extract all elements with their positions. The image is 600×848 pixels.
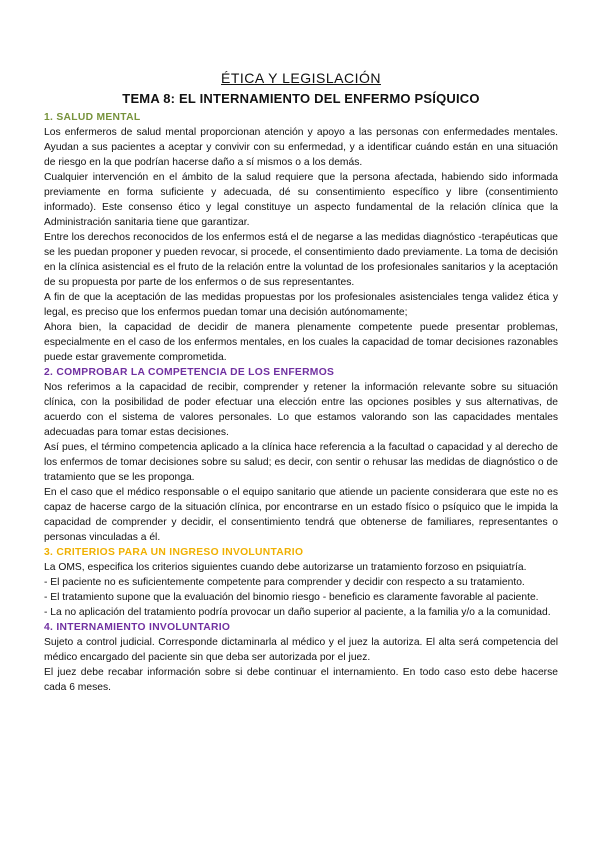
document-page xyxy=(44,70,558,695)
section-heading: 4. INTERNAMIENTO INVOLUNTARIO xyxy=(44,622,231,633)
paragraph: Así pues, el término competencia aplicado a la clínica hace referencia a la facultad o capacidad y al derecho de los enfermos de tomar decisiones sobre su salud; es decir, con sentir o rehusar las medidas de diagnóstico o de tratamiento que se les proponga. xyxy=(44,442,558,483)
section-internamiento xyxy=(44,620,558,695)
document-title: ÉTICA Y LEGISLACIÓN xyxy=(221,70,381,86)
section-heading: 2. COMPROBAR LA COMPETENCIA DE LOS ENFERMOS xyxy=(44,367,335,378)
section-competencia xyxy=(44,365,558,545)
paragraph: En el caso que el médico responsable o el equipo sanitario que atiende un paciente considerara que este no es capaz de hacerse cargo de la situación clínica, por encontrarse en un estado físico o psíquico que le impida la capacidad de comprender y decidir, el consentimiento tendrá que obtenerse de familiares, representantes o personas vinculadas a él. xyxy=(44,487,558,543)
section-heading: 3. CRITERIOS PARA UN INGRESO INVOLUNTARIO xyxy=(44,547,304,558)
paragraph: La OMS, especifica los criterios siguientes cuando debe autorizarse un tratamiento forzoso en psiquiatría. xyxy=(44,562,527,573)
paragraph: Los enfermeros de salud mental proporcionan atención y apoyo a las personas con enfermedades mentales. Ayudan a sus pacientes a aceptar y convivir con su enfermedad, y a identificar cuándo están en una situación de riesgo en la que podrían hacerse daño a sí mismos o a los demás. xyxy=(44,127,558,168)
paragraph: Cualquier intervención en el ámbito de la salud requiere que la persona afectada, habiendo sido informada previamente en forma suficiente y adecuada, dé su consentimiento específico y libre (consentimiento informado). Este consenso ético y legal constituye un aspecto fundamental de la relación clínica que la Administración sanitaria tiene que garantizar. xyxy=(44,172,558,228)
paragraph: Nos referimos a la capacidad de recibir, comprender y retener la información relevante sobre su situación clínica, con la posibilidad de poder efectuar una elección entre las opciones posibles y sus alternativas, de acuerdo con el sistema de valores personales. Lo que estamos valorando son las capacidades mentales adecuadas para tomar estas decisiones. xyxy=(44,382,558,438)
document-subtitle: TEMA 8: EL INTERNAMIENTO DEL ENFERMO PSÍQUICO xyxy=(122,91,480,106)
paragraph: El juez debe recabar información sobre si debe continuar el internamiento. En todo caso esto debe hacerse cada 6 meses. xyxy=(44,667,558,693)
section-heading: 1. SALUD MENTAL xyxy=(44,112,141,123)
section-criterios xyxy=(44,545,558,620)
paragraph: Entre los derechos reconocidos de los enfermos está el de negarse a las medidas diagnóstico -terapéuticas que se les puedan proponer y pueden revocar, si procede, el consentimiento dado previamente. La toma de decisión en la clínica asistencial es el fruto de la relación entre la voluntad de los profesionales sanitarios y la aceptación de su propuesta por parte de los enfermos o de sus representantes. xyxy=(44,232,558,288)
list-item: - El tratamiento supone que la evaluación del binomio riesgo - beneficio es claramente favorable al paciente. xyxy=(44,592,539,603)
list-item: - El paciente no es suficientemente competente para comprender y decidir con respecto a su tratamiento. xyxy=(44,577,525,588)
list-item: - La no aplicación del tratamiento podría provocar un daño superior al paciente, a la familia y/o a la comunidad. xyxy=(44,607,551,618)
section-salud-mental xyxy=(44,110,558,365)
paragraph: Sujeto a control judicial. Corresponde dictaminarla al médico y el juez la autoriza. El alta será competencia del médico encargado del paciente sin que deba ser autorizada por el juez. xyxy=(44,637,558,663)
paragraph: A fin de que la aceptación de las medidas propuestas por los profesionales asistenciales tenga validez ética y legal, es preciso que los enfermos puedan tomar una decisión autónomamente; xyxy=(44,292,558,318)
paragraph: Ahora bien, la capacidad de decidir de manera plenamente competente puede presentar problemas, especialmente en el caso de los enfermos mentales, en los cuales la capacidad de tomar decisiones razonables puede estar gravemente comprometida. xyxy=(44,322,558,363)
